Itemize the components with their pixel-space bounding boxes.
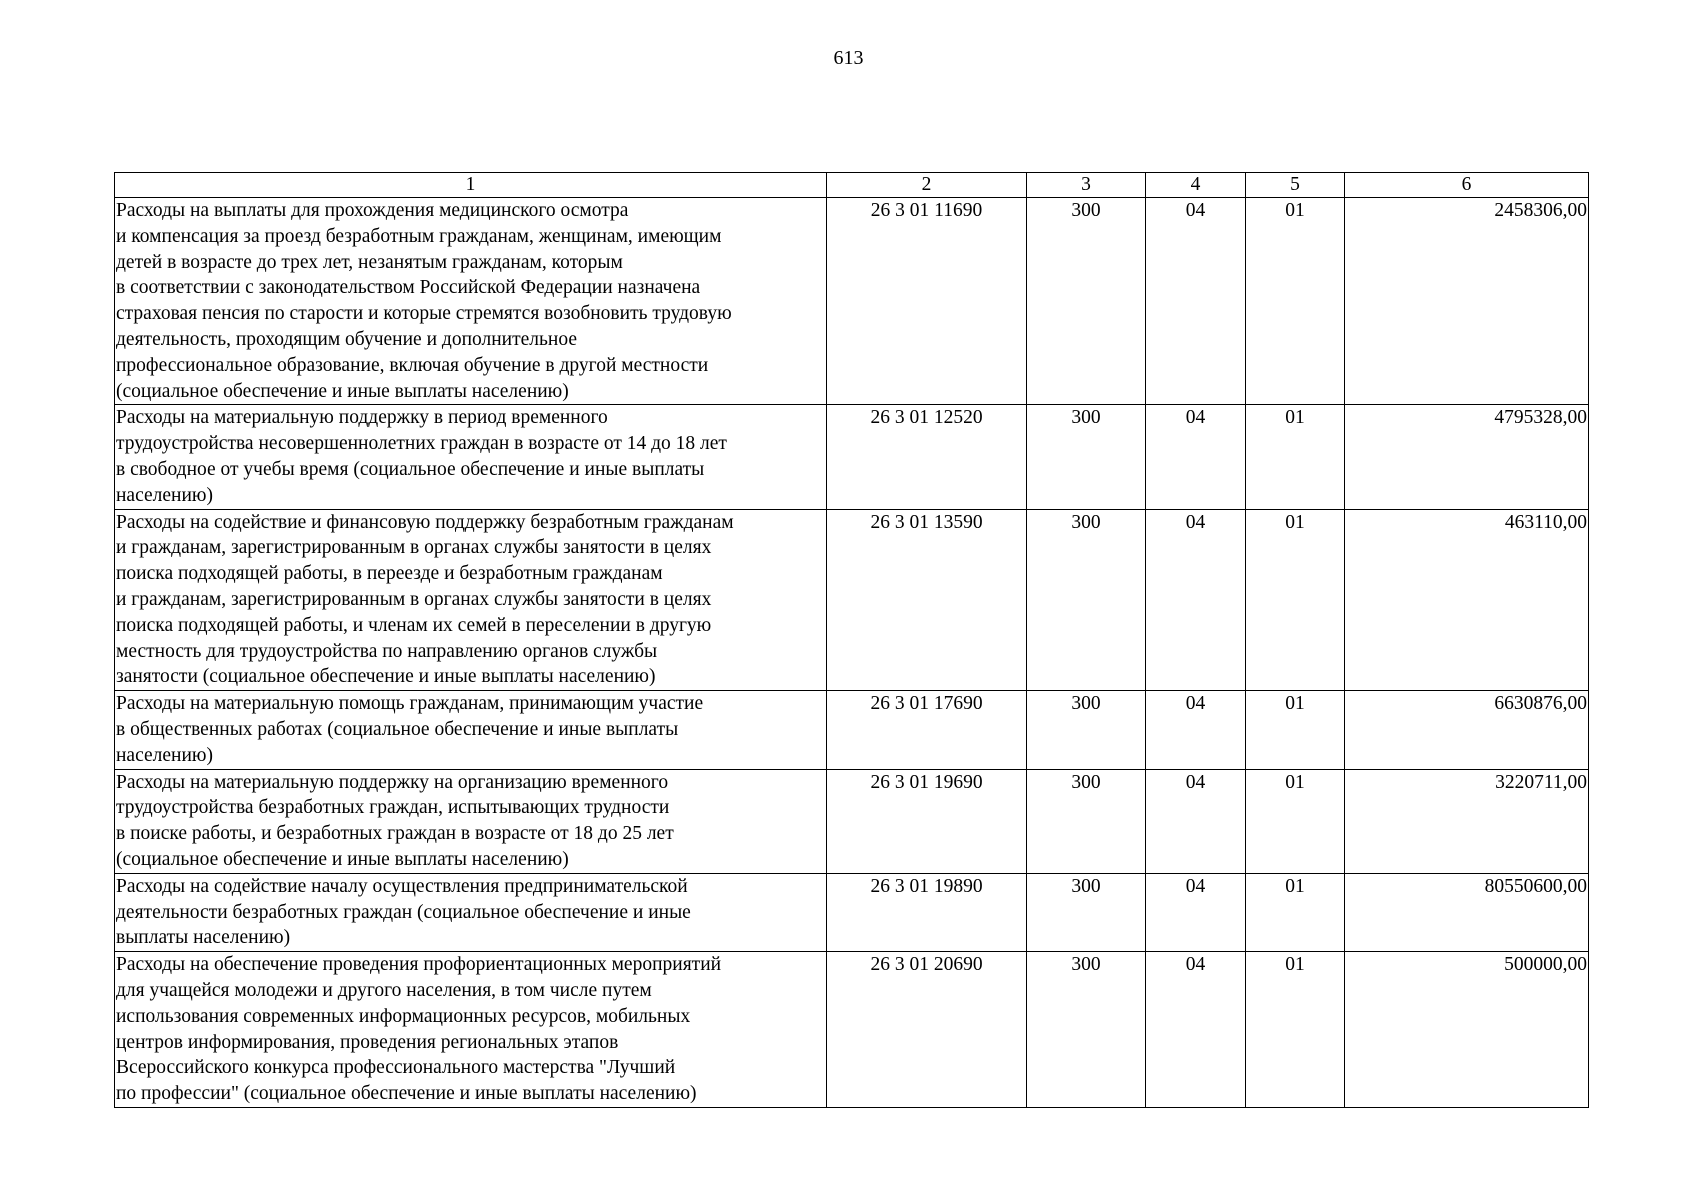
row-subsection: 01	[1246, 198, 1345, 405]
row-subsection: 01	[1246, 405, 1345, 509]
row-amount: 463110,00	[1345, 509, 1589, 691]
row-description: Расходы на содействие и финансовую поддержку безработным гражданам и гражданам, зарегистрированным в органах службы занятости в целях поиска подходящей работы, в переезде и безработным гражданам и гражданам, зарегистрированным в органах службы занятости в целях поиска подходящей работы, и членам их семей в переселении в другую местность для трудоустройства по направлению органов службы занятости (социальное обеспечение и иные выплаты населению)	[115, 509, 827, 691]
table-row	[115, 769, 1589, 873]
row-expense-type: 300	[1027, 952, 1146, 1108]
row-description: Расходы на обеспечение проведения профориентационных мероприятий для учащейся молодежи и другого населения, в том числе путем использования современных информационных ресурсов, мобильных центров информирования, проведения региональных этапов Всероссийского конкурса профессионального мастерства "Лучший по профессии" (социальное обеспечение и иные выплаты населению)	[115, 952, 827, 1108]
row-expense-type: 300	[1027, 198, 1146, 405]
row-expense-type: 300	[1027, 691, 1146, 769]
table-row	[115, 509, 1589, 691]
row-target-code: 26 3 01 11690	[827, 198, 1027, 405]
row-subsection: 01	[1246, 952, 1345, 1108]
row-subsection: 01	[1246, 509, 1345, 691]
row-expense-type: 300	[1027, 405, 1146, 509]
row-amount: 3220711,00	[1345, 769, 1589, 873]
column-header-5: 5	[1246, 173, 1345, 198]
table-row	[115, 405, 1589, 509]
row-target-code: 26 3 01 20690	[827, 952, 1027, 1108]
table-header-row	[115, 173, 1589, 198]
row-section: 04	[1146, 405, 1246, 509]
row-description: Расходы на материальную помощь гражданам, принимающим участие в общественных работах (социальное обеспечение и иные выплаты населению)	[115, 691, 827, 769]
page-number: 613	[833, 47, 864, 69]
row-subsection: 01	[1246, 769, 1345, 873]
row-amount: 80550600,00	[1345, 873, 1589, 951]
row-subsection: 01	[1246, 873, 1345, 951]
table-row	[115, 952, 1589, 1108]
row-amount: 500000,00	[1345, 952, 1589, 1108]
column-header-4: 4	[1146, 173, 1246, 198]
row-target-code: 26 3 01 13590	[827, 509, 1027, 691]
row-amount: 2458306,00	[1345, 198, 1589, 405]
row-expense-type: 300	[1027, 769, 1146, 873]
table-row	[115, 691, 1589, 769]
column-header-1: 1	[115, 173, 827, 198]
row-section: 04	[1146, 198, 1246, 405]
row-target-code: 26 3 01 19890	[827, 873, 1027, 951]
row-description: Расходы на материальную поддержку на организацию временного трудоустройства безработных граждан, испытывающих трудности в поиске работы, и безработных граждан в возрасте от 18 до 25 лет (социальное обеспечение и иные выплаты населению)	[115, 769, 827, 873]
row-expense-type: 300	[1027, 509, 1146, 691]
row-amount: 4795328,00	[1345, 405, 1589, 509]
row-description: Расходы на выплаты для прохождения медицинского осмотра и компенсация за проезд безработным гражданам, женщинам, имеющим детей в возрасте до трех лет, незанятым гражданам, которым в соответствии с законодательством Российской Федерации назначена страховая пенсия по старости и которые стремятся возобновить трудовую деятельность, проходящим обучение и дополнительное профессиональное образование, включая обучение в другой местности (социальное обеспечение и иные выплаты населению)	[115, 198, 827, 405]
row-description: Расходы на содействие началу осуществления предпринимательской деятельности безработных граждан (социальное обеспечение и иные выплаты населению)	[115, 873, 827, 951]
row-amount: 6630876,00	[1345, 691, 1589, 769]
row-description: Расходы на материальную поддержку в период временного трудоустройства несовершеннолетних граждан в возрасте от 14 до 18 лет в свободное от учебы время (социальное обеспечение и иные выплаты населению)	[115, 405, 827, 509]
row-section: 04	[1146, 509, 1246, 691]
column-header-6: 6	[1345, 173, 1589, 198]
column-header-3: 3	[1027, 173, 1146, 198]
table-row	[115, 873, 1589, 951]
row-expense-type: 300	[1027, 873, 1146, 951]
row-section: 04	[1146, 873, 1246, 951]
column-header-2: 2	[827, 173, 1027, 198]
budget-table	[114, 172, 1589, 1108]
row-target-code: 26 3 01 19690	[827, 769, 1027, 873]
table-row	[115, 198, 1589, 405]
row-target-code: 26 3 01 12520	[827, 405, 1027, 509]
row-section: 04	[1146, 769, 1246, 873]
row-section: 04	[1146, 691, 1246, 769]
row-section: 04	[1146, 952, 1246, 1108]
row-subsection: 01	[1246, 691, 1345, 769]
row-target-code: 26 3 01 17690	[827, 691, 1027, 769]
